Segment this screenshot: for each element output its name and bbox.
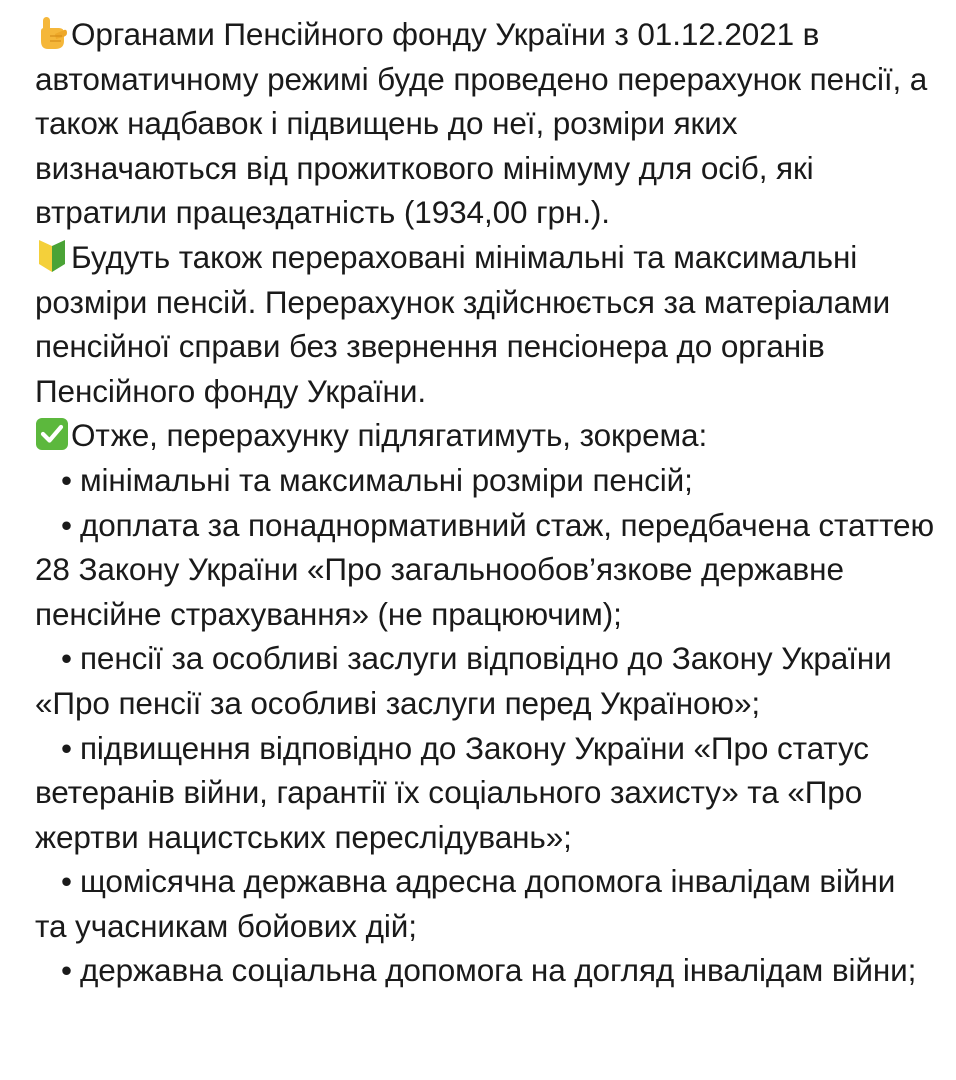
beginner-badge-icon <box>35 239 69 273</box>
pointing-up-hand-icon <box>35 16 69 50</box>
list-item-text: мінімальні та максимальні розміри пенсій; <box>79 461 693 498</box>
list-item <box>35 726 935 860</box>
bullet-mark: • <box>61 729 72 766</box>
list-item-text: пенсії за особливі заслуги відповідно до Закону України «Про пенсії за особливі заслуги перед Україною»; <box>35 640 892 721</box>
post-text <box>35 12 935 993</box>
list-item-text: доплата за понаднормативний стаж, передбачена статтею 28 Закону України «Про загальнообов’язкове державне пенсійне страхування» (не працюючим); <box>35 506 934 632</box>
bullet-mark: • <box>61 506 72 543</box>
list-item-text: підвищення відповідно до Закону України «Про статус ветеранів війни, гарантії їх соціального захисту» та «Про жертви нацистських переслідувань»; <box>35 729 869 855</box>
bullet-mark: • <box>61 863 72 900</box>
list-item-text: щомісячна державна адресна допомога інвалідам війни та учасникам бойових дій; <box>35 863 896 944</box>
check-mark-button-icon <box>35 417 69 451</box>
list-item <box>35 636 935 725</box>
list-item <box>35 503 935 637</box>
list-item <box>35 458 935 503</box>
bullet-mark: • <box>61 640 72 677</box>
list-item <box>35 948 935 993</box>
recalc-text: Будуть також перераховані мінімальні та максимальні розміри пенсій. Перерахунок здійснюється за матеріалами пенсійної справи без звернення пенсіонера до органів Пенсійного фонду України. <box>35 238 891 409</box>
intro-text: Органами Пенсійного фонду України з 01.12.2021 в автоматичному режимі буде проведено перерахунок пенсії, а також надбавок і підвищень до неї, розміри яких визначаються від прожиткового мінімуму для осіб, які втратили працездатність (1934,00 грн.). <box>35 16 928 231</box>
bullet-mark: • <box>61 461 72 498</box>
list-item <box>35 859 935 948</box>
list-intro-text: Отже, перерахунку підлягатимуть, зокрема: <box>71 417 708 454</box>
bullet-mark: • <box>61 952 72 989</box>
list-item-text: державна соціальна допомога на догляд інвалідам війни; <box>79 952 917 989</box>
paragraph-recalc <box>35 235 935 413</box>
paragraph-intro <box>35 12 935 235</box>
paragraph-list-intro <box>35 413 935 458</box>
